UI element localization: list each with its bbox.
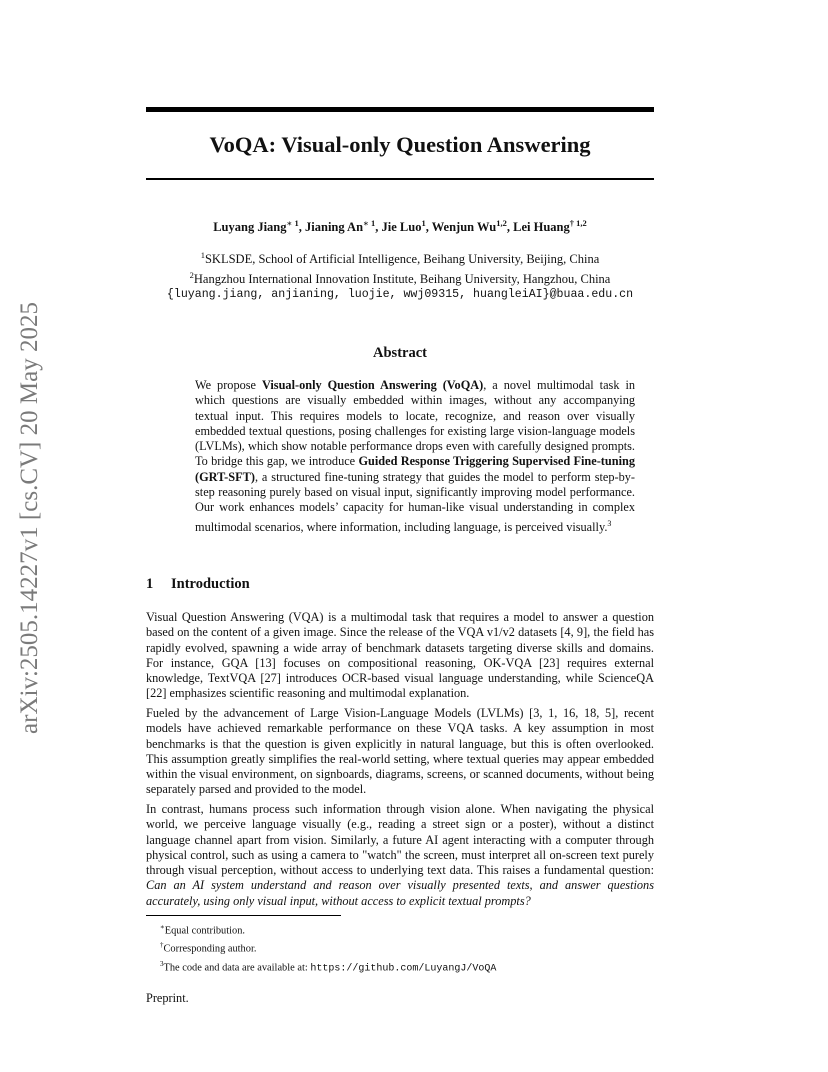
footnote-text: Corresponding author. — [163, 943, 257, 955]
affiliation-text: SKLSDE, School of Artificial Intelligence, Beihang University, Beijing, China — [204, 252, 600, 267]
code-link[interactable]: https://github.com/LuyangJ/VoQA — [310, 963, 497, 975]
author-name: Lei Huang — [513, 220, 570, 235]
footnote-text: The code and data are available at: — [163, 962, 311, 974]
footnote-rule — [146, 915, 341, 916]
author-emails: {luyang.jiang, anjianing, luojie, wwj09315, huangleiAI}@buaa.edu.cn — [166, 288, 634, 302]
author-name: Luyang Jiang — [213, 220, 287, 235]
footnote — [160, 938, 654, 956]
research-question: Can an AI system understand and reason over visually presented texts, and answer questions accurately, using only visual input, without access to explicit textual prompts? — [146, 878, 654, 908]
paper-title: VoQA: Visual-only Question Answering — [209, 132, 591, 157]
abstract-run: We propose — [195, 378, 262, 392]
author-mark: 1 — [421, 218, 426, 228]
abstract-text — [195, 378, 635, 535]
paragraph-run: In contrast, humans process such information through vision alone. When navigating the physical world, we perceive language visually (e.g., reading a street sign or a poster), without a distinct language channel apart from vision. Similarly, a future AI agent interacting with a computer through physical control, such as using a camera to "watch" the screen, must interpret all on-screen text purely through visual perception, without access to underlying text data. This raises a fundamental question: — [146, 802, 654, 878]
intro-paragraph: Fueled by the advancement of Large Vision-Language Models (LVLMs) [3, 1, 16, 18, 5], recent models have achieved remarkable performance on these VQA tasks. A key assumption in most benchmarks is that the question is given explicitly in natural language, but this is often overlooked. This assumption greatly simplifies the real-world setting, where textual queries may appear embedded within the visual environment, on signboards, diagrams, screens, or scanned documents, without being separately parsed and provided to the model. — [146, 706, 654, 797]
section-heading — [146, 575, 250, 593]
abstract-run: , a novel multimodal task in which questions are visually embedded within images, without any accompanying textual input. This requires models to locate, recognize, and reason over visually embedded textual questions, posing challenges for existing large vision-language models (LVLMs), which show notable performance drops even with carefully designed prompts. To bridge this gap, we introduce — [195, 378, 636, 469]
footnotes — [160, 920, 654, 976]
affiliation-text: Hangzhou International Innovation Institute, Beihang University, Hangzhou, China — [193, 272, 611, 287]
footnote-mark: 3 — [160, 959, 164, 968]
intro-paragraph — [146, 802, 654, 909]
footnote — [160, 957, 654, 976]
preprint-label: Preprint. — [146, 991, 189, 1005]
footnote-ref: 3 — [607, 518, 612, 528]
affiliation-mark: 2 — [189, 270, 194, 281]
affiliation-line — [146, 267, 654, 287]
abstract-bold-term: Guided Response Triggering Supervised Fine-tuning (GRT-SFT) — [195, 454, 635, 484]
footnote — [160, 920, 654, 938]
author-name: Jianing An — [305, 220, 364, 235]
abstract-heading: Abstract — [373, 345, 427, 361]
section-title: Introduction — [171, 576, 250, 592]
title-bottom-rule — [146, 178, 654, 180]
footnote-text: Equal contribution. — [164, 925, 245, 937]
author-name: Wenjun Wu — [431, 220, 497, 235]
abstract-bold-term: Visual-only Question Answering (VoQA) — [261, 378, 484, 392]
author-name: Jie Luo — [381, 220, 422, 235]
affiliation-mark: 1 — [200, 250, 205, 260]
arxiv-identifier: arXiv:2505.14227v1 [cs.CV] 20 May 2025 — [16, 302, 43, 734]
footnote-mark: † — [160, 941, 164, 950]
abstract-run: , a structured fine-tuning strategy that guides the model to perform step-by-step reasoning purely based on visual input, significantly improving model performance. Our work enhances models’ capacity for human-like visual understanding in complex multimodal scenarios, where information, including language, is perceived visually. — [195, 469, 635, 534]
author-mark: ∗ 1 — [286, 218, 299, 228]
author-mark: 1,2 — [496, 218, 507, 228]
footnote-mark: ∗ — [160, 923, 165, 931]
affiliation-line — [146, 247, 654, 267]
affiliations — [146, 247, 654, 303]
title-top-rule — [146, 107, 654, 112]
intro-paragraph: Visual Question Answering (VQA) is a multimodal task that requires a model to answer a question based on the content of a given image. Since the release of the VQA v1/v2 datasets [4, 9], the field has rapidly evolved, spawning a wide array of benchmark datasets targeting diverse skills and domains. For instance, GQA [13] focuses on compositional reasoning, OK-VQA [23] requires external knowledge, TextVQA [27] introduces OCR-based visual language understanding, while ScienceQA [22] emphasizes scientific reasoning and multimodal explanation. — [146, 610, 654, 701]
author-list: Luyang Jiang$^{∗ 1}$, Jianing $An^{∗ 1}$, Jie Luo$^1$, Wenjun Wu$^{1,2}$, Lei Huang$^{\dagger 1,2}$ — [213, 218, 587, 235]
author-mark: † 1,2 — [569, 218, 587, 228]
arxiv-stamp — [12, 278, 48, 758]
section-number: 1 — [146, 576, 154, 592]
author-mark: ∗ 1 — [363, 218, 376, 228]
